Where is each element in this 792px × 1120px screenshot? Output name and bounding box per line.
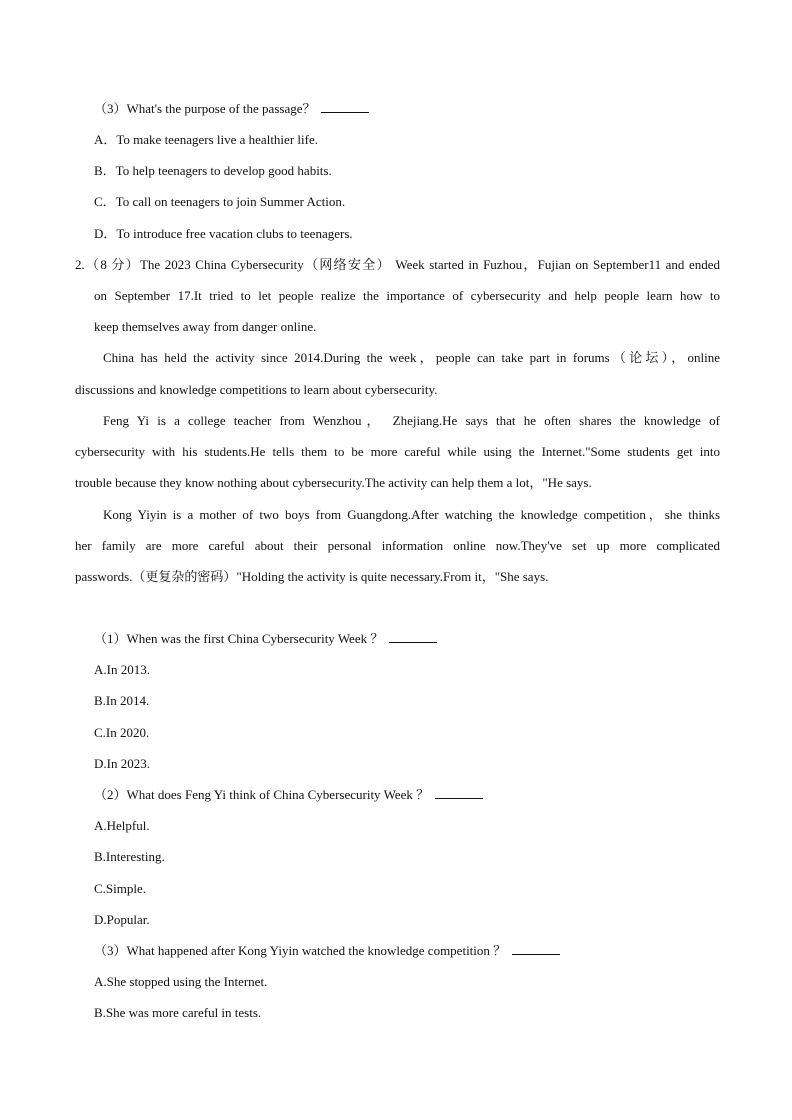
answer-blank (435, 788, 483, 799)
question-2 (94, 787, 483, 803)
passage2-intro-line-2: on September 17.It tried to let people realize the importance of cybersecurity and help people learn how to (94, 288, 720, 303)
answer-blank (512, 944, 560, 955)
option-a: A．To make teenagers live a healthier life. (94, 132, 318, 147)
answer-blank (389, 632, 437, 643)
q1-option-b: B.In 2014. (94, 693, 150, 708)
option-b: B．To help teenagers to develop good habits. (94, 163, 332, 178)
option-d: D．To introduce free vacation clubs to teenagers. (94, 226, 353, 241)
question-3 (94, 943, 560, 959)
question-1 (94, 631, 437, 647)
q3-option-b: B.She was more careful in tests. (94, 1005, 262, 1020)
para3-line-3: trouble because they know nothing about cybersecurity.The activity can help them a lot，"He says. (75, 475, 592, 490)
para3-line-2: cybersecurity with his students.He tells them to be more careful while using the Internet."Some students get into (75, 444, 720, 459)
para2-line-1: China has held the activity since 2014.During the week，people can take part in forums（论坛），online (103, 350, 720, 365)
passage2-intro-line-1: 2.（8 分）The 2023 China Cybersecurity（网络安全） Week started in Fuzhou，Fujian on September11 and ended (75, 257, 720, 272)
q2-option-b: B.Interesting. (94, 849, 165, 864)
passage2-intro-line-3: keep themselves away from danger online. (94, 319, 317, 334)
para4-line-3: passwords.（更复杂的密码）"Holding the activity is quite necessary.From it，"She says. (75, 569, 549, 584)
para3-line-1: Feng Yi is a college teacher from Wenzhou， Zhejiang.He says that he often shares the knowledge of (103, 413, 720, 428)
q3-option-a: A.She stopped using the Internet. (94, 974, 268, 989)
question-text: （2）What does Feng Yi think of China Cybersecurity Week ？ (94, 787, 430, 802)
answer-blank (321, 102, 369, 113)
q1-option-c: C.In 2020. (94, 725, 150, 740)
q2-option-d: D.Popular. (94, 912, 150, 927)
option-c: C．To call on teenagers to join Summer Action. (94, 194, 346, 209)
question-text: （1）When was the first China Cybersecurity Week ？ (94, 631, 384, 646)
q1-option-d: D.In 2023. (94, 756, 150, 771)
para2-line-2: discussions and knowledge competitions to learn about cybersecurity. (75, 382, 438, 397)
q2-option-a: A.Helpful. (94, 818, 150, 833)
q1-option-a: A.In 2013. (94, 662, 150, 677)
question-part1-q3 (94, 101, 369, 117)
para4-line-1: Kong Yiyin is a mother of two boys from Guangdong.After watching the knowledge competition，she thinks (103, 507, 720, 522)
q2-option-c: C.Simple. (94, 881, 147, 896)
question-text: （3）What's the purpose of the passage？ (94, 101, 316, 116)
question-text: （3）What happened after Kong Yiyin watched the knowledge competition ？ (94, 943, 507, 958)
para4-line-2: her family are more careful about their personal information online now.They've set up more complicated (75, 538, 720, 553)
